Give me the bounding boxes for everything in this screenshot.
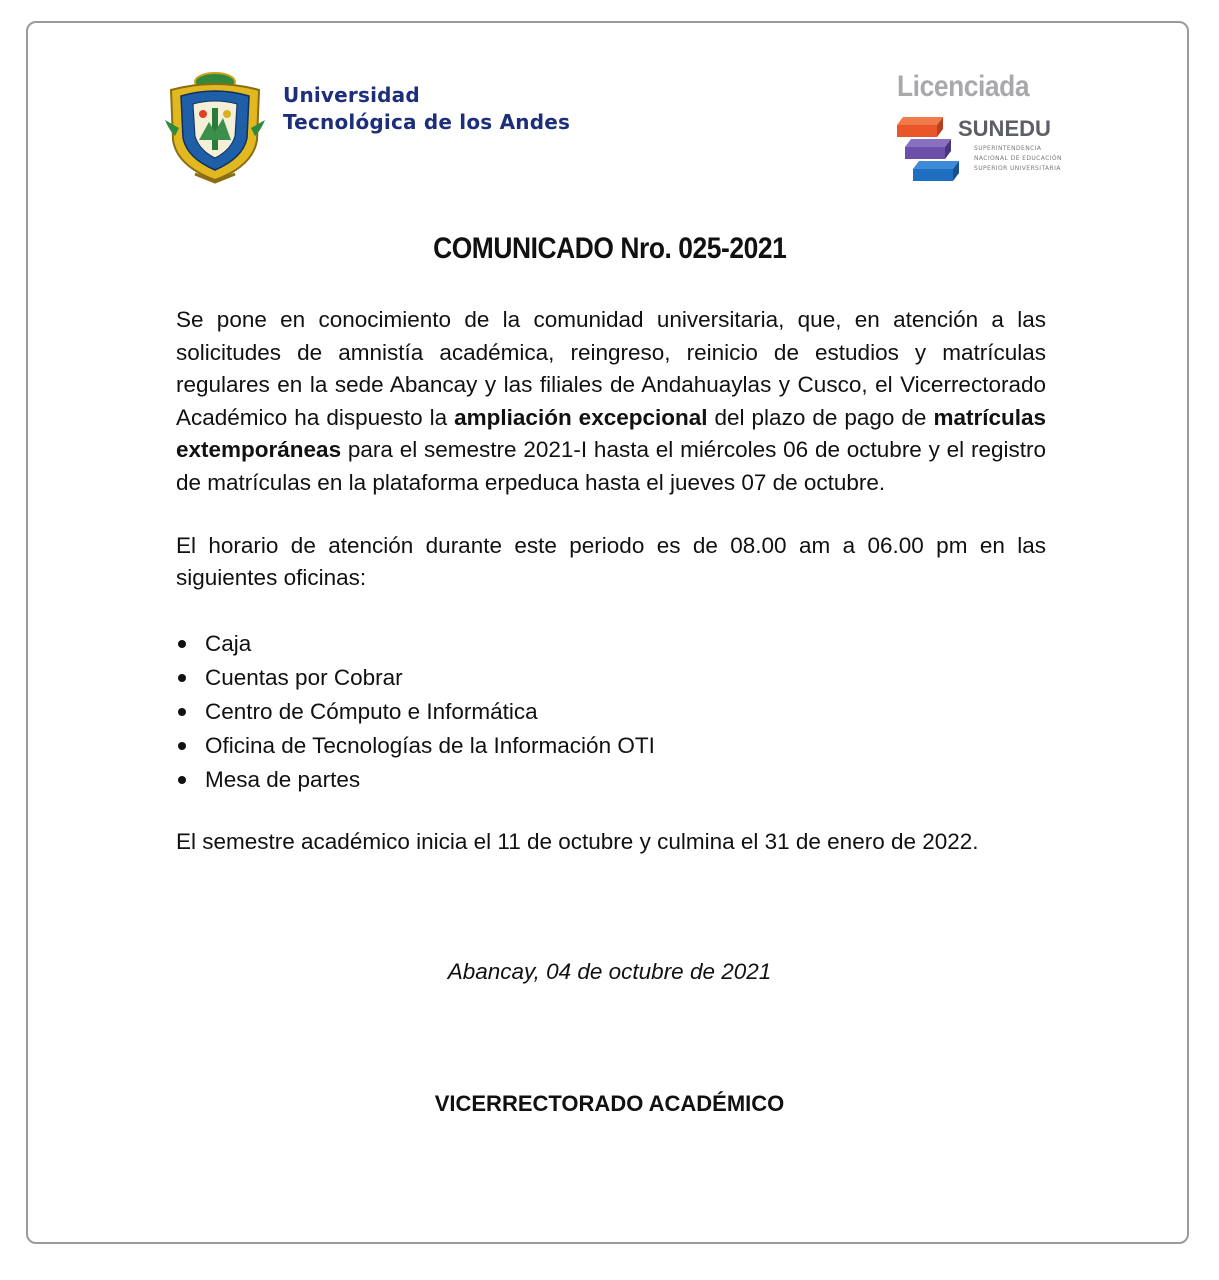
university-name-line1: Universidad — [283, 83, 420, 107]
bullet-icon — [178, 640, 186, 648]
bullet-icon — [178, 742, 186, 750]
document-body — [176, 304, 1046, 858]
sunedu-name: SUNEDU — [958, 116, 1051, 141]
sunedu-subtitle-line2: NACIONAL DE EDUCACIÓN — [974, 155, 1062, 162]
office-list — [176, 627, 1046, 797]
paragraph-announcement-part2: del plazo de pago de — [707, 404, 934, 430]
paragraph-announcement-part3: para el semestre 2021-I hasta el miércoles 06 de octubre y el registro de matrículas en la plataforma erpeduca hasta el jueves 07 de octubre. — [176, 437, 1046, 495]
sunedu-subtitle — [974, 144, 1062, 174]
place-and-date: Abancay, 04 de octubre de 2021 — [447, 959, 772, 984]
paragraph-announcement — [176, 304, 1046, 500]
sunedu-subtitle-line3: SUPERIOR UNIVERSITARIA — [974, 165, 1061, 172]
accreditation-label: Licenciada — [897, 70, 1030, 103]
list-item-label: Cuentas por Cobrar — [205, 664, 403, 690]
bullet-icon — [178, 674, 186, 682]
paragraph-announcement-bold2: matrículas extemporáneas — [176, 404, 1046, 463]
paragraph-semester-dates: El semestre académico inicia el 11 de octubre y culmina el 31 de enero de 2022. — [176, 828, 979, 854]
document-title — [0, 232, 1219, 266]
list-item-label: Centro de Cómputo e Informática — [205, 698, 538, 724]
list-item-label: Mesa de partes — [205, 766, 361, 792]
paragraph-schedule: El horario de atención durante este periodo es de 08.00 am a 06.00 pm en las siguientes oficinas: — [176, 532, 1046, 591]
university-name-line2: Tecnológica de los Andes — [283, 110, 571, 134]
paragraph-announcement-bold1: ampliación excepcional — [454, 404, 708, 430]
list-item-label: Oficina de Tecnologías de la Información OTI — [205, 732, 655, 758]
bullet-icon — [178, 708, 186, 716]
list-item — [176, 763, 1046, 797]
signature: VICERRECTORADO ACADÉMICO — [434, 1091, 785, 1116]
bullet-icon — [178, 776, 186, 784]
list-item-label: Caja — [205, 630, 252, 656]
paragraph-announcement-part1: Se pone en conocimiento de la comunidad universitaria, que, en atención a las solicitudes de amnistía académica, reingreso, reinicio de estudios y matrículas regulares en la sede Abancay y las filiales de Andahuaylas y Cusco, el Vicerrectorado Académico ha dispuesto la — [176, 307, 1046, 430]
document-title-text: COMUNICADO Nro. 025-2021 — [432, 232, 787, 265]
list-item — [176, 661, 1046, 695]
university-seal-logo — [165, 70, 265, 184]
list-item — [176, 627, 1046, 661]
list-item — [176, 729, 1046, 763]
university-name — [283, 82, 570, 136]
sunedu-subtitle-line1: SUPERINTENDENCIA — [974, 145, 1042, 152]
sunedu-logo-icon — [893, 113, 965, 189]
list-item — [176, 695, 1046, 729]
